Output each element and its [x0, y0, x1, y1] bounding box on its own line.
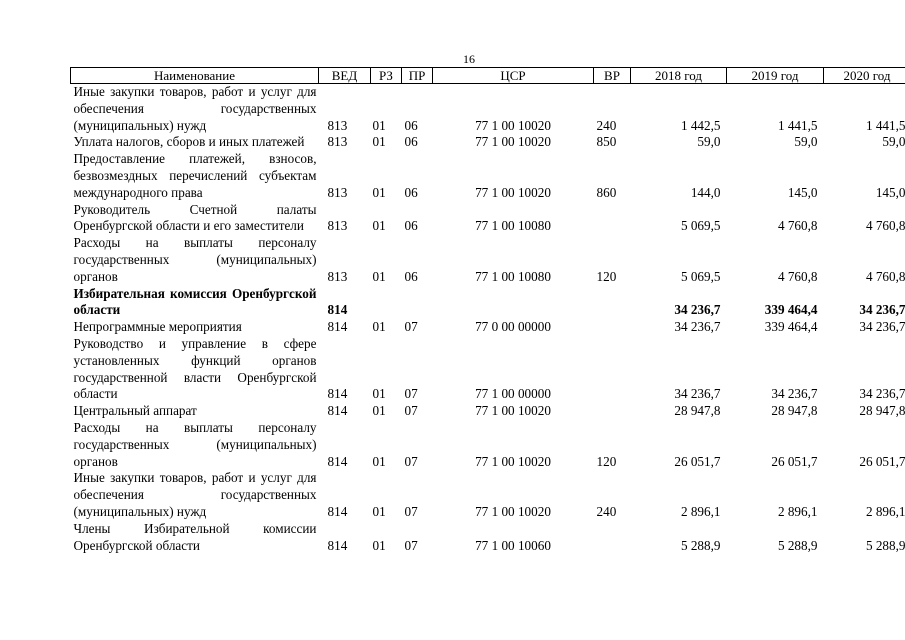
row-pr: 07 — [404, 503, 418, 519]
row-ved: 814 — [327, 453, 348, 469]
row-ved: 814 — [327, 503, 348, 519]
row-2018: 5 069,5 — [680, 218, 721, 234]
row-pr: 07 — [404, 403, 418, 419]
row-csr: 77 1 00 10020 — [475, 453, 551, 469]
row-rz: 01 — [372, 503, 386, 519]
row-2020: 59,0 — [882, 134, 905, 150]
row-vr: 120 — [596, 453, 617, 469]
row-ved: 814 — [327, 537, 348, 553]
row-pr: 06 — [404, 268, 418, 284]
row-2018: 1 442,5 — [680, 117, 721, 133]
row-name: Руководитель Счетной палаты Оренбургской области и его заместители — [73, 201, 317, 234]
header-vr: ВР — [594, 68, 631, 84]
row-ved: 813 — [327, 218, 348, 234]
row-pr: 07 — [404, 537, 418, 553]
row-vr — [594, 202, 631, 236]
row-2019: 28 947,8 — [771, 403, 818, 419]
row-name: Предоставление платежей, взносов, безвозмездных перечислений субъектам международного права — [73, 151, 317, 200]
row-ved: 813 — [327, 117, 348, 133]
row-vr — [594, 521, 631, 555]
row-2018: 59,0 — [697, 134, 721, 150]
row-name: Уплата налогов, сборов и иных платежей — [73, 134, 305, 150]
row-2018: 5 288,9 — [680, 537, 721, 553]
row-vr: 240 — [596, 117, 617, 133]
header-2018: 2018 год — [631, 68, 727, 84]
row-vr: 120 — [596, 268, 617, 284]
table-row — [71, 336, 905, 403]
row-csr: 77 1 00 10020 — [475, 134, 551, 150]
row-2018: 34 236,7 — [674, 302, 721, 318]
row-2018: 26 051,7 — [674, 453, 721, 469]
row-csr: 77 1 00 10020 — [475, 117, 551, 133]
row-2020: 4 760,8 — [865, 218, 905, 234]
row-csr: 77 1 00 00000 — [475, 386, 551, 402]
header-name: Наименование — [71, 68, 319, 84]
row-name: Расходы на выплаты персоналу государственных (муниципальных) органов — [73, 235, 317, 284]
row-2019: 4 760,8 — [777, 268, 818, 284]
header-2019: 2019 год — [727, 68, 824, 84]
table-row — [71, 84, 905, 135]
row-2019: 59,0 — [794, 134, 818, 150]
row-rz — [371, 286, 402, 320]
row-2019: 5 288,9 — [777, 537, 818, 553]
row-2019: 2 896,1 — [777, 503, 818, 519]
row-2018: 5 069,5 — [680, 268, 721, 284]
row-2019: 339 464,4 — [764, 302, 818, 318]
table-row — [71, 420, 905, 470]
row-ved: 814 — [327, 319, 348, 335]
row-name: Члены Избирательной комиссии Оренбургской области — [73, 520, 317, 553]
row-2020: 5 288,9 — [865, 537, 905, 553]
row-2020: 34 236,7 — [859, 386, 905, 402]
row-rz: 01 — [372, 218, 386, 234]
row-rz: 01 — [372, 184, 386, 200]
row-pr: 07 — [404, 319, 418, 335]
row-pr: 06 — [404, 184, 418, 200]
table-row — [71, 151, 905, 201]
row-name: Руководство и управление в сфере установленных функций органов государственной власти Оренбургской области — [73, 335, 317, 402]
row-2019: 4 760,8 — [777, 218, 818, 234]
row-2019: 34 236,7 — [771, 386, 818, 402]
row-csr — [433, 286, 594, 320]
row-rz: 01 — [372, 117, 386, 133]
row-2018: 144,0 — [690, 184, 721, 200]
row-2020: 4 760,8 — [865, 268, 905, 284]
row-csr: 77 1 00 10020 — [475, 184, 551, 200]
row-ved: 813 — [327, 268, 348, 284]
table-row — [71, 470, 905, 520]
row-csr: 77 1 00 10060 — [475, 537, 551, 553]
row-name: Центральный аппарат — [73, 403, 197, 419]
row-rz: 01 — [372, 268, 386, 284]
table-row — [71, 202, 905, 236]
row-2020: 28 947,8 — [859, 403, 905, 419]
row-vr — [594, 286, 631, 320]
row-2019: 26 051,7 — [771, 453, 818, 469]
row-vr — [594, 319, 631, 336]
row-csr: 77 1 00 10020 — [475, 403, 551, 419]
row-rz: 01 — [372, 403, 386, 419]
table-header-row — [71, 68, 905, 84]
table-row — [71, 286, 905, 320]
row-2018: 34 236,7 — [674, 319, 721, 335]
row-rz: 01 — [372, 453, 386, 469]
row-2020: 2 896,1 — [865, 503, 905, 519]
row-2020: 26 051,7 — [859, 453, 905, 469]
row-name: Непрограммные мероприятия — [73, 319, 242, 335]
row-pr: 06 — [404, 134, 418, 150]
row-vr: 860 — [596, 184, 617, 200]
row-vr: 850 — [596, 134, 617, 150]
row-pr — [402, 286, 433, 320]
header-pr: ПР — [402, 68, 433, 84]
row-name: Иные закупки товаров, работ и услуг для обеспечения государственных (муниципальных) нужд — [73, 470, 317, 519]
header-rz: РЗ — [371, 68, 402, 84]
header-csr: ЦСР — [433, 68, 594, 84]
row-2018: 2 896,1 — [680, 503, 721, 519]
row-rz: 01 — [372, 134, 386, 150]
row-2019: 1 441,5 — [777, 117, 818, 133]
row-pr: 07 — [404, 386, 418, 402]
row-2018: 28 947,8 — [674, 403, 721, 419]
page-number: 16 — [463, 52, 475, 66]
row-2020: 34 236,7 — [859, 302, 905, 318]
row-pr: 06 — [404, 117, 418, 133]
row-2018: 34 236,7 — [674, 386, 721, 402]
table-row — [71, 521, 905, 555]
row-2020: 145,0 — [875, 184, 905, 200]
table-row — [71, 403, 905, 420]
row-2020: 34 236,7 — [859, 319, 905, 335]
row-name: Расходы на выплаты персоналу государственных (муниципальных) органов — [73, 419, 317, 469]
row-rz: 01 — [372, 319, 386, 335]
row-csr: 77 0 00 00000 — [475, 319, 551, 335]
row-2020: 1 441,5 — [865, 117, 905, 133]
row-rz: 01 — [372, 537, 386, 553]
row-ved: 813 — [327, 134, 348, 150]
row-pr: 06 — [404, 218, 418, 234]
row-2019: 339 464,4 — [764, 319, 818, 335]
row-vr: 240 — [596, 503, 617, 519]
row-ved: 814 — [327, 403, 348, 419]
header-ved: ВЕД — [319, 68, 371, 84]
row-ved: 814 — [327, 302, 348, 318]
row-csr: 77 1 00 10020 — [475, 503, 551, 519]
row-csr: 77 1 00 10080 — [475, 218, 551, 234]
row-name: Избирательная комиссия Оренбургской области — [73, 285, 317, 318]
row-vr — [594, 403, 631, 420]
row-vr — [594, 336, 631, 403]
table-row — [71, 319, 905, 336]
row-ved: 814 — [327, 386, 348, 402]
table-row — [71, 134, 905, 151]
header-2020: 2020 год — [824, 68, 905, 84]
row-2019: 145,0 — [787, 184, 818, 200]
budget-table — [70, 67, 905, 554]
table-row — [71, 235, 905, 285]
row-pr: 07 — [404, 453, 418, 469]
row-name: Иные закупки товаров, работ и услуг для обеспечения государственных (муниципальных) нужд — [73, 84, 317, 133]
row-ved: 813 — [327, 184, 348, 200]
row-csr: 77 1 00 10080 — [475, 268, 551, 284]
row-rz: 01 — [372, 386, 386, 402]
table-body — [71, 84, 905, 555]
